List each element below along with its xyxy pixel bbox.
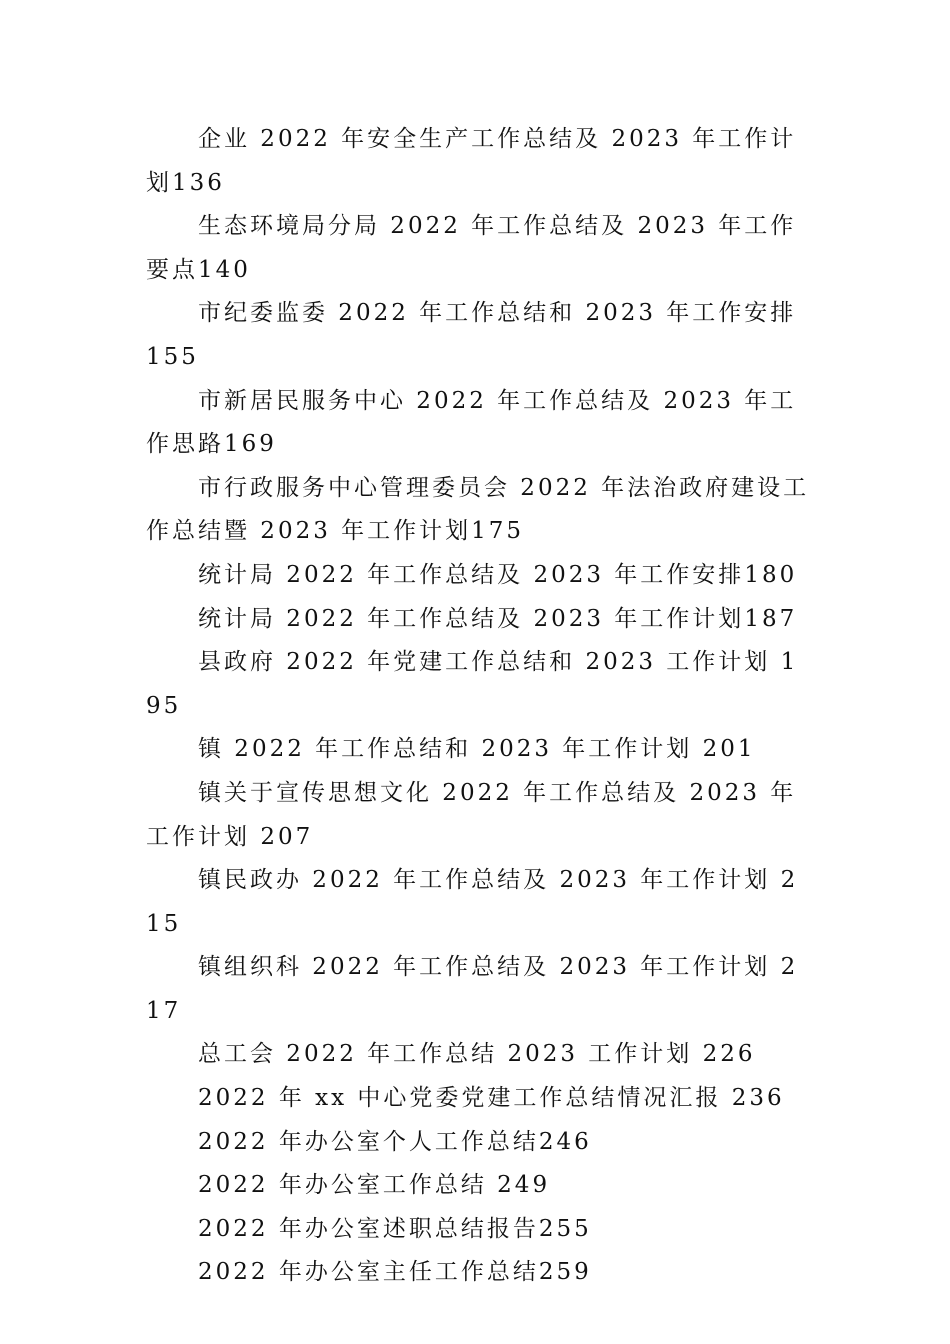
toc-entry-page: 236 [731, 1085, 785, 1112]
toc-entry-page: 180 [744, 561, 798, 588]
toc-entry-page: 169 [224, 431, 277, 458]
toc-entry-title: 县政府 2022 年党建工作总结和 2023 工作计划 [198, 649, 771, 676]
toc-entry-title: 2022 年 xx 中心党委党建工作总结情况汇报 [198, 1085, 722, 1112]
toc-entry[interactable] [146, 118, 810, 205]
toc-entry-title: 2022 年办公室主任工作总结 [198, 1259, 539, 1286]
toc-entry-page: 249 [497, 1172, 551, 1199]
toc-entry[interactable] [146, 467, 810, 554]
toc-entry-separator [770, 649, 780, 675]
toc-entry-page: 215 [146, 867, 799, 937]
toc-entry-title: 生态环境局分局 2022 年工作总结及 2023 年工作要点 [146, 213, 797, 283]
toc-entry[interactable] [146, 1164, 810, 1208]
toc-entry-page: 217 [146, 954, 799, 1024]
toc-entry[interactable] [146, 1251, 810, 1295]
toc-entry-separator [250, 824, 260, 850]
toc-entry-page: 255 [538, 1215, 592, 1242]
toc-entry-page: 246 [538, 1128, 592, 1155]
toc-entry[interactable] [146, 1033, 810, 1077]
toc-entry-separator [487, 1172, 497, 1198]
toc-entry[interactable] [146, 292, 810, 379]
toc-entry-title: 统计局 2022 年工作总结及 2023 年工作安排 [198, 561, 745, 588]
toc-entry[interactable] [146, 946, 810, 1033]
toc-entry-title: 2022 年办公室工作总结 [198, 1172, 487, 1199]
toc-entry-title: 2022 年办公室个人工作总结 [198, 1128, 539, 1155]
toc-entry-separator [692, 736, 702, 762]
toc-entry-title: 镇 2022 年工作总结和 2023 年工作计划 [198, 736, 693, 763]
toc-entry-title: 统计局 2022 年工作总结及 2023 年工作计划 [198, 605, 745, 632]
toc-entry[interactable] [146, 1077, 810, 1121]
toc-entry-page: 259 [538, 1259, 592, 1286]
toc-entry-separator [770, 867, 780, 893]
toc-entry[interactable] [146, 772, 810, 859]
toc-entry-title: 市行政服务中心管理委员会 2022 年法治政府建设工作总结暨 2023 年工作计划 [146, 474, 810, 545]
table-of-contents [146, 118, 810, 1295]
toc-entry-page: 175 [471, 518, 525, 545]
toc-entry-page: 140 [198, 256, 251, 283]
toc-entry-separator [721, 1085, 731, 1111]
toc-entry[interactable] [146, 1208, 810, 1252]
toc-entry[interactable] [146, 859, 810, 946]
toc-entry-page: 201 [702, 736, 756, 763]
toc-entry-title: 企业 2022 年安全生产工作总结及 2023 年工作计划 [146, 126, 797, 196]
toc-entry-title: 总工会 2022 年工作总结 2023 工作计划 [198, 1041, 693, 1068]
toc-entry-title: 镇组织科 2022 年工作总结及 2023 年工作计划 [198, 954, 771, 981]
toc-entry-separator [770, 954, 780, 980]
toc-entry[interactable] [146, 205, 810, 292]
toc-entry-page: 226 [702, 1041, 756, 1068]
toc-entry[interactable] [146, 641, 810, 728]
toc-entry[interactable] [146, 380, 810, 467]
toc-entry-separator [692, 1041, 702, 1067]
toc-entry-title: 镇关于宣传思想文化 2022 年工作总结及 2023 年工作计划 [146, 779, 797, 850]
toc-entry-title: 2022 年办公室述职总结报告 [198, 1215, 539, 1242]
toc-entry-page: 155 [146, 343, 199, 370]
toc-entry[interactable] [146, 554, 810, 598]
toc-entry[interactable] [146, 728, 810, 772]
toc-entry-title: 市纪委监委 2022 年工作总结和 2023 年工作安排 [198, 300, 797, 327]
toc-entry-title: 市新居民服务中心 2022 年工作总结及 2023 年工作思路 [146, 387, 797, 458]
toc-entry-title: 镇民政办 2022 年工作总结及 2023 年工作计划 [198, 867, 771, 894]
toc-entry[interactable] [146, 598, 810, 642]
toc-entry-page: 136 [172, 169, 225, 196]
toc-entry-page: 187 [744, 605, 798, 632]
toc-entry-page: 195 [146, 649, 799, 719]
toc-entry-page: 207 [260, 823, 314, 850]
toc-entry[interactable] [146, 1121, 810, 1165]
